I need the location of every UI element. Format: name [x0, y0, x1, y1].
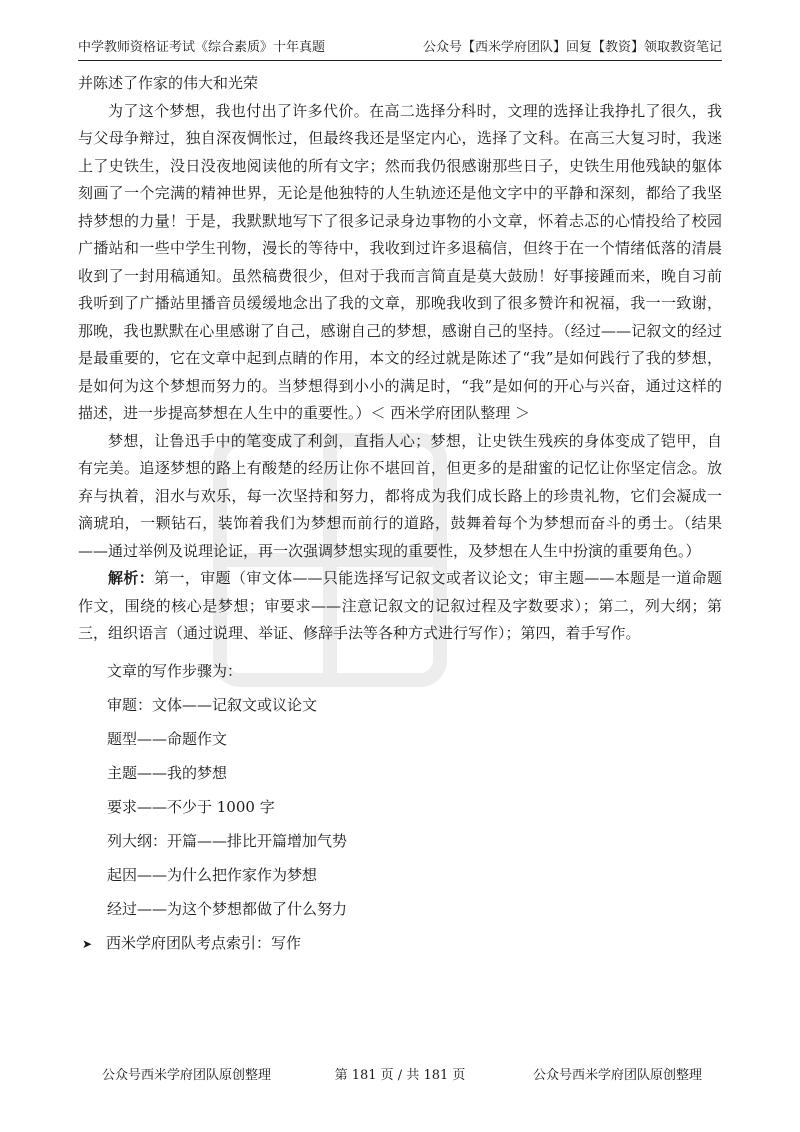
page-footer: [78, 1066, 722, 1086]
step-item: 列大纲：开篇——排比开篇增加气势: [107, 831, 348, 850]
paragraph-analysis: [78, 565, 722, 648]
step-item: 主题——我的梦想: [107, 763, 228, 782]
step-item: 经过——为这个梦想都做了什么努力: [107, 899, 348, 918]
page-header: [78, 38, 722, 61]
header-right-promo: 公众号【西米学府团队】回复【教资】领取教资笔记: [422, 40, 722, 55]
writing-steps: [78, 654, 722, 960]
step-item: 审题：文体——记叙文或议论文: [107, 695, 318, 714]
steps-title: 文章的写作步骤为：: [107, 661, 243, 680]
index-bullet: [78, 926, 722, 960]
step-item: 题型——命题作文: [107, 729, 228, 748]
analysis-label: 解析：: [108, 569, 155, 587]
step-item: 要求——不少于 1000 字: [107, 797, 275, 816]
paragraph-result: 梦想，让鲁迅手中的笔变成了利剑，直指人心；梦想，让史铁生残疾的身体变成了铠甲，自有完美。追逐梦想的路上有酸楚的经历让你不堪回首，但更多的是甜蜜的记忆让你坚定信念。放弃与执着，泪水与欢乐，每一次坚持和努力，都将成为我们成长路上的珍贵礼物，它们会凝成一滴琥珀，一颗钻石，装饰着我们为梦想而前行的道路，鼓舞着每个为梦想而奋斗的勇士。（结果——通过举例及说理论证，再一次强调梦想实现的重要性，及梦想在人生中扮演的重要角色。）: [78, 431, 722, 560]
analysis-text: 第一，审题（审文体——只能选择写记叙文或者议论文；审主题——本题是一道命题作文，围绕的核心是梦想；审要求——注意记叙文的记叙过程及字数要求）；第二，列大纲；第三，组织语言（通过说理、举证、修辞手法等各种方式进行写作）；第四，着手写作。: [78, 569, 722, 642]
header-left-title: 中学教师资格证考试《综合素质》十年真题: [78, 40, 326, 55]
paragraph-continuation: 并陈述了作家的伟大和光荣: [78, 74, 259, 92]
step-item: 起因——为什么把作家作为梦想: [107, 865, 318, 884]
footer-left: 公众号西米学府团队原创整理: [102, 1068, 272, 1083]
document-body: [78, 70, 722, 960]
arrow-bullet-icon: ➤: [82, 936, 93, 951]
index-bullet-text: 西米学府团队考点索引：写作: [106, 933, 302, 952]
footer-right: 公众号西米学府团队原创整理: [532, 1068, 702, 1083]
paragraph-process: 为了这个梦想，我也付出了许多代价。在高二选择分科时，文理的选择让我挣扎了很久，我与父母争辩过，独自深夜惆怅过，但最终我还是坚定内心，选择了文科。在高三大复习时，我迷上了史铁生，没日没夜地阅读他的所有文字；然而我仍很感谢那些日子，史铁生用他残缺的躯体刻画了一个完满的精神世界，无论是他独特的人生轨迹还是他文字中的平静和深刻，都给了我坚持梦想的力量！于是，我默默地写下了很多记录身边事物的小文章，怀着忐忑的心情投给了校园广播站和一些中学生刊物，漫长的等待中，我收到过许多退稿信，但终于在一个情绪低落的清晨收到了一封用稿通知。虽然稿费很少，但对于我而言简直是莫大鼓励！好事接踵而来，晚自习前我听到了广播站里播音员缓缓地念出了我的文章，那晚我收到了很多赞许和祝福，我一一致谢，那晚，我也默默在心里感谢了自己，感谢自己的梦想，感谢自己的坚持。（经过——记叙文的经过是最重要的，它在文章中起到点睛的作用，本文的经过就是陈述了“我”是如何践行了我的梦想，是如何为这个梦想而努力的。当梦想得到小小的满足时，“我”是如何的开心与兴奋，通过这样的描述，进一步提高梦想在人生中的重要性。）＜ 西米学府团队整理 ＞: [78, 101, 722, 422]
page-number: 第 181 页 / 共 181 页: [334, 1068, 466, 1083]
